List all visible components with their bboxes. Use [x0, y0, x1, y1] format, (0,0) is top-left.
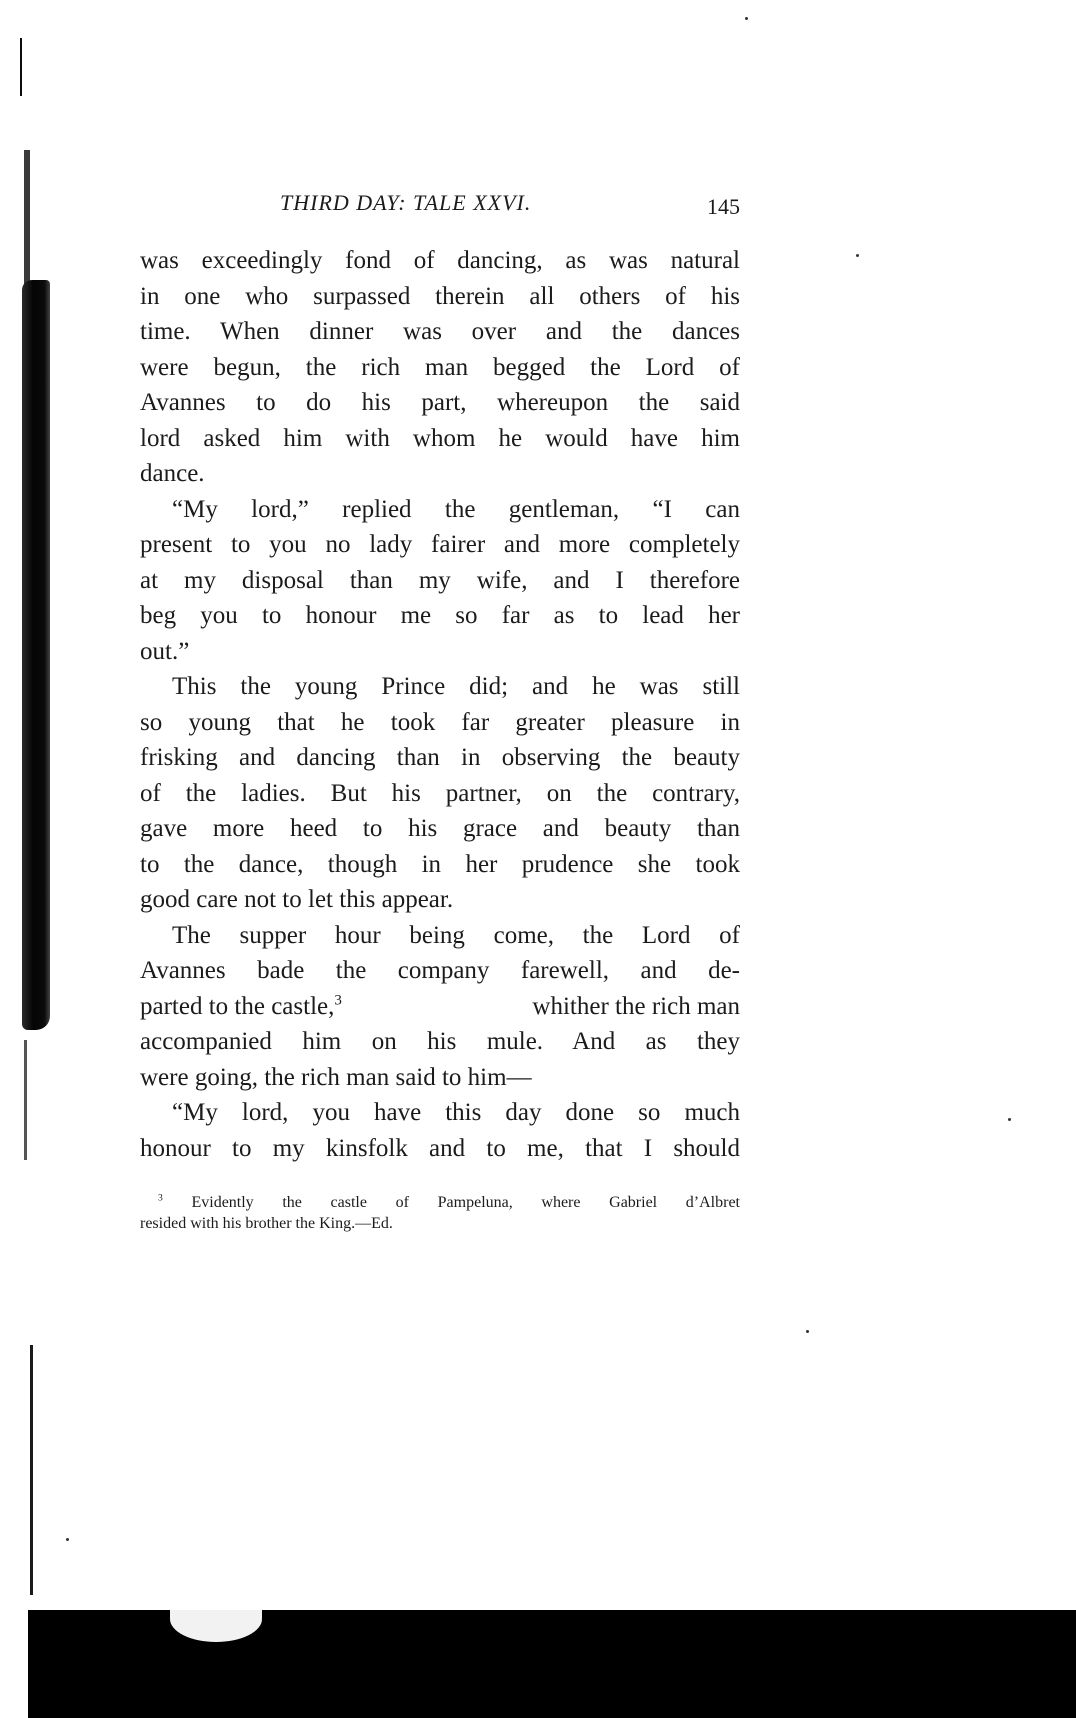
text-line: in one who surpassed therein all others of his	[140, 282, 740, 310]
footnote-text: Evidently the castle of Pampeluna, where Gabriel d’Albret	[191, 1194, 740, 1211]
footnote-reference: 3	[334, 992, 342, 1009]
page-header	[280, 190, 740, 220]
text-line: frisking and dancing than in observing the beauty	[140, 744, 740, 771]
text-fragment: parted to the castle,$^3$	[140, 992, 342, 1020]
scan-edge-mark	[30, 1345, 33, 1595]
footnote	[140, 1192, 740, 1234]
text-line	[140, 989, 740, 1025]
footnote-line	[140, 1192, 740, 1213]
text-line: beg you to honour me so far as to lead her	[140, 602, 740, 629]
text-line: so young that he took far greater pleasure in	[140, 708, 740, 736]
scan-edge-shadow	[24, 150, 30, 290]
text-line: The supper hour being come, the Lord of	[172, 921, 740, 949]
text-line: were begun, the rich man begged the Lord of	[140, 353, 740, 381]
text-line: time. When dinner was over and the dances	[140, 318, 740, 345]
text-line: good care not to let this appear.	[140, 886, 454, 913]
text-line: accompanied him on his mule. And as they	[140, 1028, 740, 1055]
text-line: present to you no lady fairer and more completely	[140, 531, 740, 558]
text-line: Avannes to do his part, whereupon the said	[140, 389, 740, 416]
text-line: “My lord,” replied the gentleman, “I can	[172, 495, 740, 523]
text-line: honour to my kinsfolk and to me, that I should	[140, 1134, 740, 1162]
scan-binding-shadow	[22, 280, 50, 1030]
scan-speck	[1008, 1118, 1011, 1121]
text-line: lord asked him with whom he would have him	[140, 424, 740, 452]
text-line: at my disposal than my wife, and I therefore	[140, 566, 740, 594]
text-line: “My lord, you have this day done so much	[172, 1099, 740, 1126]
running-head: THIRD DAY: TALE XXVI.	[280, 190, 532, 215]
text-line: of the ladies. But his partner, on the contrary,	[140, 779, 740, 807]
text-fragment: whither the rich man	[532, 992, 740, 1020]
text-line: gave more heed to his grace and beauty than	[140, 815, 740, 842]
scan-speck	[745, 17, 748, 20]
text-line: Avannes bade the company farewell, and de-	[140, 957, 740, 984]
scan-edge-mark	[20, 38, 22, 96]
body-text	[140, 243, 740, 1166]
footnote-line: resided with his brother the King.—Ed.	[140, 1215, 393, 1232]
text-line: dance.	[140, 460, 205, 487]
text-line: out.”	[140, 637, 190, 665]
scan-speck	[856, 254, 859, 257]
text-line: were going, the rich man said to him—	[140, 1063, 532, 1091]
footnote-marker: 3	[158, 1192, 163, 1204]
scan-speck	[806, 1330, 809, 1333]
text-line: This the young Prince did; and he was still	[172, 673, 740, 700]
scan-edge-mark	[24, 1040, 27, 1160]
page-number: 145	[707, 194, 740, 219]
scan-speck	[66, 1538, 69, 1541]
text-line: to the dance, though in her prudence she took	[140, 850, 740, 878]
text-line: was exceedingly fond of dancing, as was natural	[140, 247, 740, 274]
